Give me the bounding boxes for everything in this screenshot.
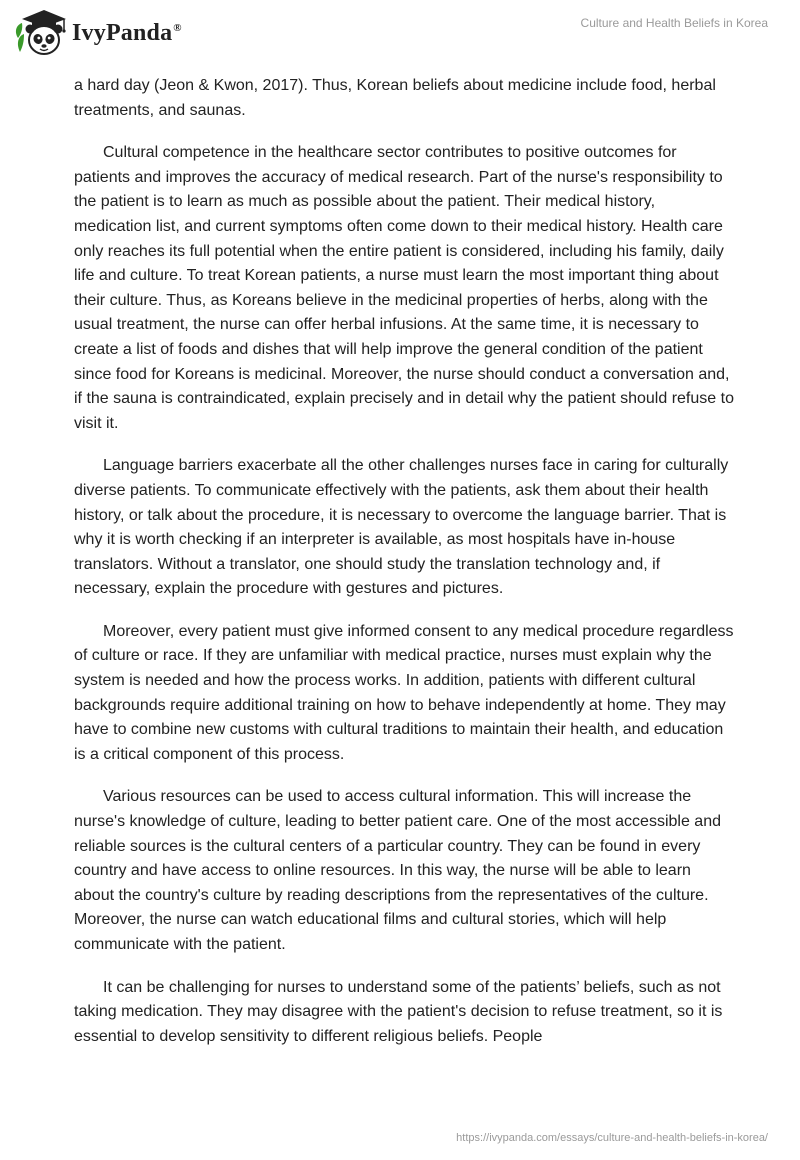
paragraph: It can be challenging for nurses to understand some of the patients’ beliefs, such as not taking medication. They may disagree with the patient's decision to refuse treatment, so it is essential to develop sensitivity to different religious beliefs. People [74, 978, 723, 1045]
brand-name: IvyPanda® [72, 19, 182, 46]
ivypanda-logo[interactable] [14, 8, 182, 58]
paragraph-continued: a hard day (Jeon & Kwon, 2017). Thus, Korean beliefs about medicine include food, herbal treatments, and saunas. [74, 77, 716, 119]
paragraph: Language barriers exacerbate all the other challenges nurses face in caring for culturally diverse patients. To communicate effectively with the patients, ask them about their health history, or talk about the procedure, it is necessary to overcome the language barrier. That is why it is worth checking if an interpreter is available, as most hospitals have in-house translators. Without a translator, one should study the translation technology and, if necessary, explain the procedure with gestures and pictures. [74, 457, 729, 598]
registered-mark: ® [173, 21, 182, 34]
paragraph: Cultural competence in the healthcare sector contributes to positive outcomes for patients and improves the accuracy of medical research. Part of the nurse's responsibility to the patient is to learn as much as possible about the patient. Their medical history, medication list, and current symptoms often come down to their medical history. Health care only reaches its full potential when the entire patient is considered, including his family, daily life and culture. To treat Korean patients, a nurse must learn the most important thing about their culture. Thus, as Koreans believe in the medicinal properties of herbs, along with the usual treatment, the nurse can offer herbal infusions. At the same time, it is necessary to create a list of foods and dishes that will help improve the general condition of the patient since food for Koreans is medicinal. Moreover, the nurse should conduct a conversation and, if the sauna is contraindicated, explain precisely and in detail why the patient should refuse to visit it. [74, 144, 734, 432]
page-header [0, 0, 800, 70]
source-url-link[interactable]: https://ivypanda.com/essays/culture-and-health-beliefs-in-korea/ [456, 1132, 768, 1144]
paragraph: Moreover, every patient must give informed consent to any medical procedure regardless of culture or race. If they are unfamiliar with medical practice, nurses must explain why the system is needed and how the process works. In addition, patients with different cultural backgrounds require additional training on how to behave independently at home. They may have to combine new customs with cultural traditions to maintain their health, and education is a critical component of this process. [74, 622, 734, 763]
panda-graduate-icon [14, 8, 68, 58]
essay-body [74, 74, 734, 1067]
paragraph: Various resources can be used to access cultural information. This will increase the nurse's knowledge of culture, leading to better patient care. One of the most accessible and reliable sources is the cultural centers of a particular country. They can be found in every country and have access to online resources. In this way, the nurse will be able to learn about the country's culture by reading descriptions from the representatives of the culture. Moreover, the nurse can watch educational films and cultural stories, which will help communicate with the patient. [74, 788, 721, 953]
document-title: Culture and Health Beliefs in Korea [580, 16, 768, 30]
